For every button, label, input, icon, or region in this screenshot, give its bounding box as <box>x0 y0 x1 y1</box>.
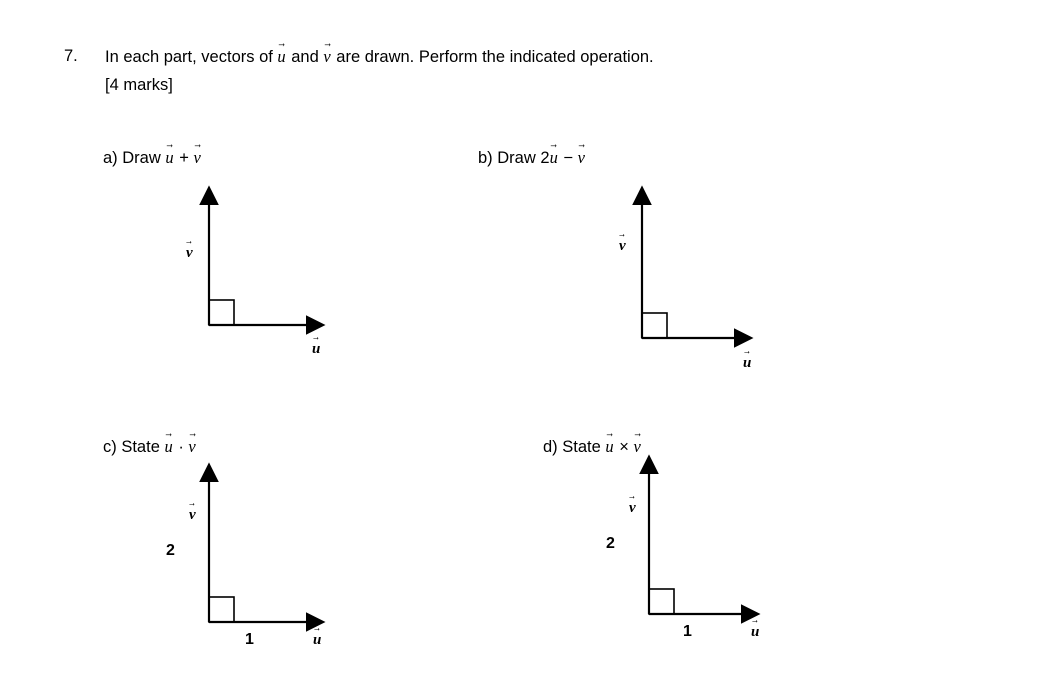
part-b-expr-prefix: 2 <box>540 149 550 167</box>
question-vector-u: u → <box>277 47 286 66</box>
part-d-axes-svg <box>543 432 813 662</box>
part-b-vector-2: v → <box>578 148 586 167</box>
part-d-u-label: u → <box>751 624 759 641</box>
part-c-axes-svg <box>103 432 373 662</box>
part-d-u-magnitude: 1 <box>683 623 692 640</box>
part-a-u-label: u → <box>312 341 320 358</box>
part-b-u-label: u → <box>743 355 751 372</box>
part-d-diagram <box>543 432 813 662</box>
part-b-v-label: v → <box>619 238 626 255</box>
part-a-diagram <box>103 145 363 375</box>
part-c-prefix: c) <box>103 438 117 456</box>
part-d-v-magnitude: 2 <box>606 535 615 552</box>
part-d-right-angle-marker <box>649 589 674 614</box>
part-a-vector-2: v → <box>193 148 201 167</box>
question-text <box>105 44 905 70</box>
part-c-v-label: v → <box>189 507 196 524</box>
part-a-operator: + <box>179 149 189 167</box>
part-c-diagram <box>103 432 373 662</box>
part-a-verb: Draw <box>122 149 161 167</box>
part-c-verb: State <box>121 438 160 456</box>
part-b-right-angle-marker <box>642 313 667 338</box>
part-d-v-label: v → <box>629 500 636 517</box>
question-vector-v: v → <box>323 47 331 66</box>
part-a-right-angle-marker <box>209 300 234 325</box>
part-c-vector-1: u → <box>164 437 173 456</box>
part-a-prefix: a) <box>103 149 118 167</box>
part-b-axes-svg <box>478 145 768 385</box>
part-c-operator: · <box>178 438 184 456</box>
part-d-operator: × <box>619 438 629 456</box>
part-d-prefix: d) <box>543 438 558 456</box>
question-marks: [4 marks] <box>105 76 173 94</box>
part-b-prefix: b) <box>478 149 493 167</box>
part-c-u-magnitude: 1 <box>245 631 254 648</box>
question-text-middle: and <box>286 48 324 66</box>
part-a-v-label: v → <box>186 245 193 262</box>
part-b-operator: − <box>563 149 574 167</box>
part-c-vector-2: v → <box>188 437 196 456</box>
question-number: 7. <box>64 47 78 65</box>
part-c-v-magnitude: 2 <box>166 542 175 559</box>
part-c-right-angle-marker <box>209 597 234 622</box>
part-a-axes-svg <box>103 145 363 375</box>
part-d-vector-1: u → <box>605 437 614 456</box>
part-c-u-label: u → <box>313 632 321 649</box>
part-d-vector-2: v → <box>633 437 641 456</box>
part-b-verb: Draw <box>497 149 536 167</box>
question-text-before: In each part, vectors of <box>105 48 278 66</box>
part-d-verb: State <box>562 438 601 456</box>
part-b-vector-1: u → <box>550 148 559 167</box>
part-b-diagram <box>478 145 768 385</box>
question-text-after: are drawn. Perform the indicated operation. <box>331 48 654 66</box>
part-a-vector-1: u → <box>165 148 174 167</box>
